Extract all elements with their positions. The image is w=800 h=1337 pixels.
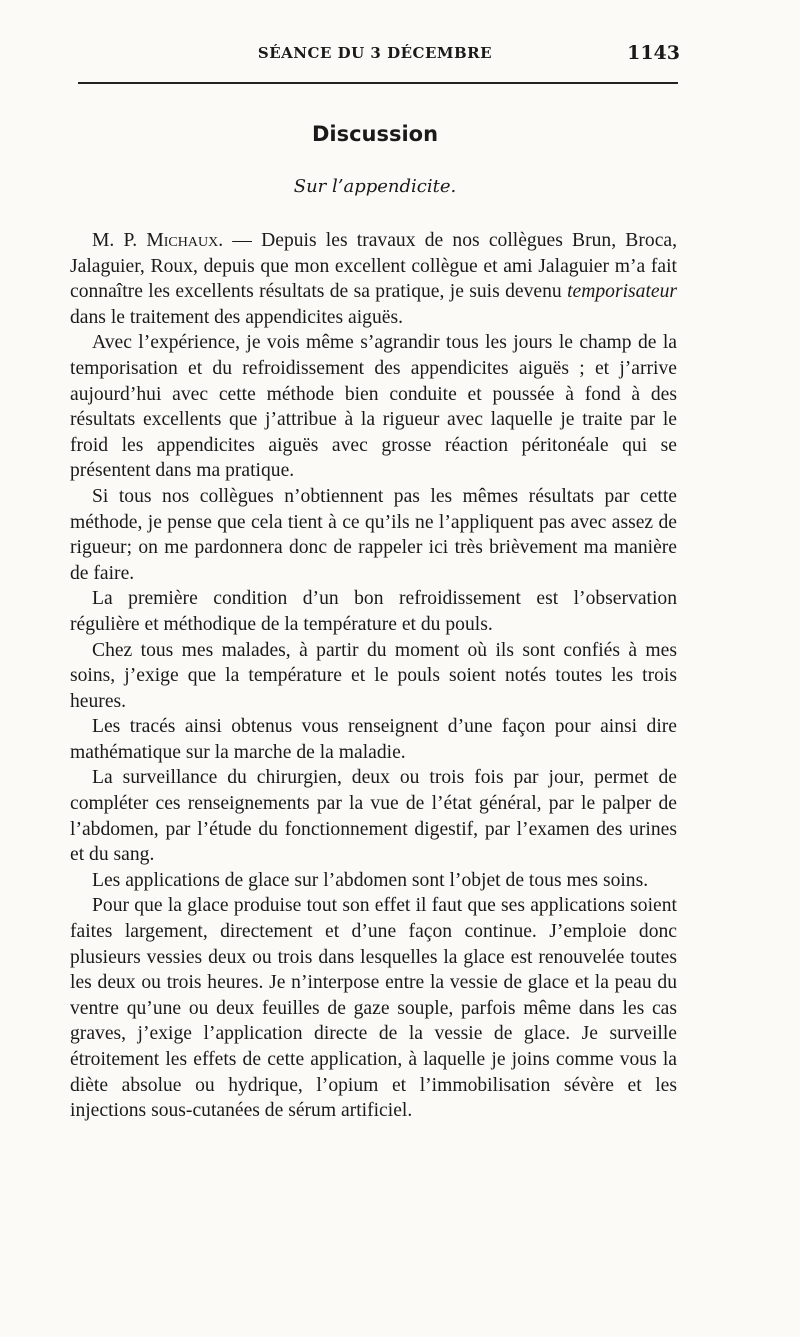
paragraph-text: dans le traitement des appendicites aiguës. bbox=[70, 306, 403, 328]
speaker-name: M. P. Michaux. bbox=[92, 230, 224, 251]
paragraph: Avec l’expérience, je vois même s’agrandir tous les jours le champ de la temporisation et du refroidissement des appendicites aiguës ; et j’arrive aujourd’hui avec cette méthode bien conduite et poussée à fond à des résultats excellents que j’attribue à la rigueur avec laquelle je traite par le froid les appendicites aiguës avec grosse réaction péritonéale qui se présentent dans ma pratique. bbox=[70, 332, 677, 482]
body-text bbox=[70, 228, 677, 1124]
paragraph: Pour que la glace produise tout son effet il faut que ses applications soient faites largement, directement et d’une façon continue. J’emploie donc plusieurs vessies deux ou trois dans lesquelles la glace est renouvelée toutes les deux ou trois heures. Je n’interpose entre la vessie de glace et la peau du ventre qu’une ou deux feuilles de gaze souple, parfois même dans les cas graves, j’exige l’application directe de la vessie de glace. Je surveille étroitement les effets de cette application, à laquelle je joins comme vous la diète absolue ou hydrique, l’opium et l’immobilisation sévère et les injections sous-cutanées de sérum artificiel. bbox=[70, 895, 677, 1122]
paragraph: Les applications de glace sur l’abdomen sont l’objet de tous mes soins. bbox=[92, 869, 649, 891]
paragraph: La surveillance du chirurgien, deux ou trois fois par jour, permet de compléter ces renseignements par la vue de l’état général, par le palper de l’abdomen, par l’étude du fonctionnement digestif, par l’examen des urines et du sang. bbox=[70, 767, 677, 866]
running-head bbox=[70, 44, 680, 68]
paragraph bbox=[70, 228, 677, 330]
emphasis-term: temporisateur bbox=[567, 281, 677, 303]
running-title: SÉANCE DU 3 DÉCEMBRE bbox=[257, 44, 493, 62]
section-title: Discussion bbox=[311, 122, 439, 146]
paragraph: Les tracés ainsi obtenus vous renseignent d’une façon pour ainsi dire mathématique sur la marche de la maladie. bbox=[70, 716, 677, 763]
header-rule bbox=[78, 82, 678, 84]
paragraph: Chez tous mes malades, à partir du moment où ils sont confiés à mes soins, j’exige que la température et le pouls soient notés toutes les trois heures. bbox=[70, 639, 677, 712]
paragraph: La première condition d’un bon refroidissement est l’observation régulière et méthodique de la température et du pouls. bbox=[70, 588, 677, 635]
page-number: 1143 bbox=[627, 42, 680, 64]
paragraph-text: — Depuis les travaux de nos collègues Brun, Broca, Jalaguier, Roux, depuis que mon excellent collègue et ami Jalaguier m’a fait connaître les excellents résultats de sa pratique, je suis devenu bbox=[70, 230, 677, 303]
subsection-title: Sur l’appendicite. bbox=[293, 176, 457, 197]
paragraph: Si tous nos collègues n’obtiennent pas les mêmes résultats par cette méthode, je pense que cela tient à ce qu’ils ne l’appliquent pas avec assez de rigueur; on me pardonnera donc de rappeler ici très brièvement ma manière de faire. bbox=[70, 485, 677, 584]
